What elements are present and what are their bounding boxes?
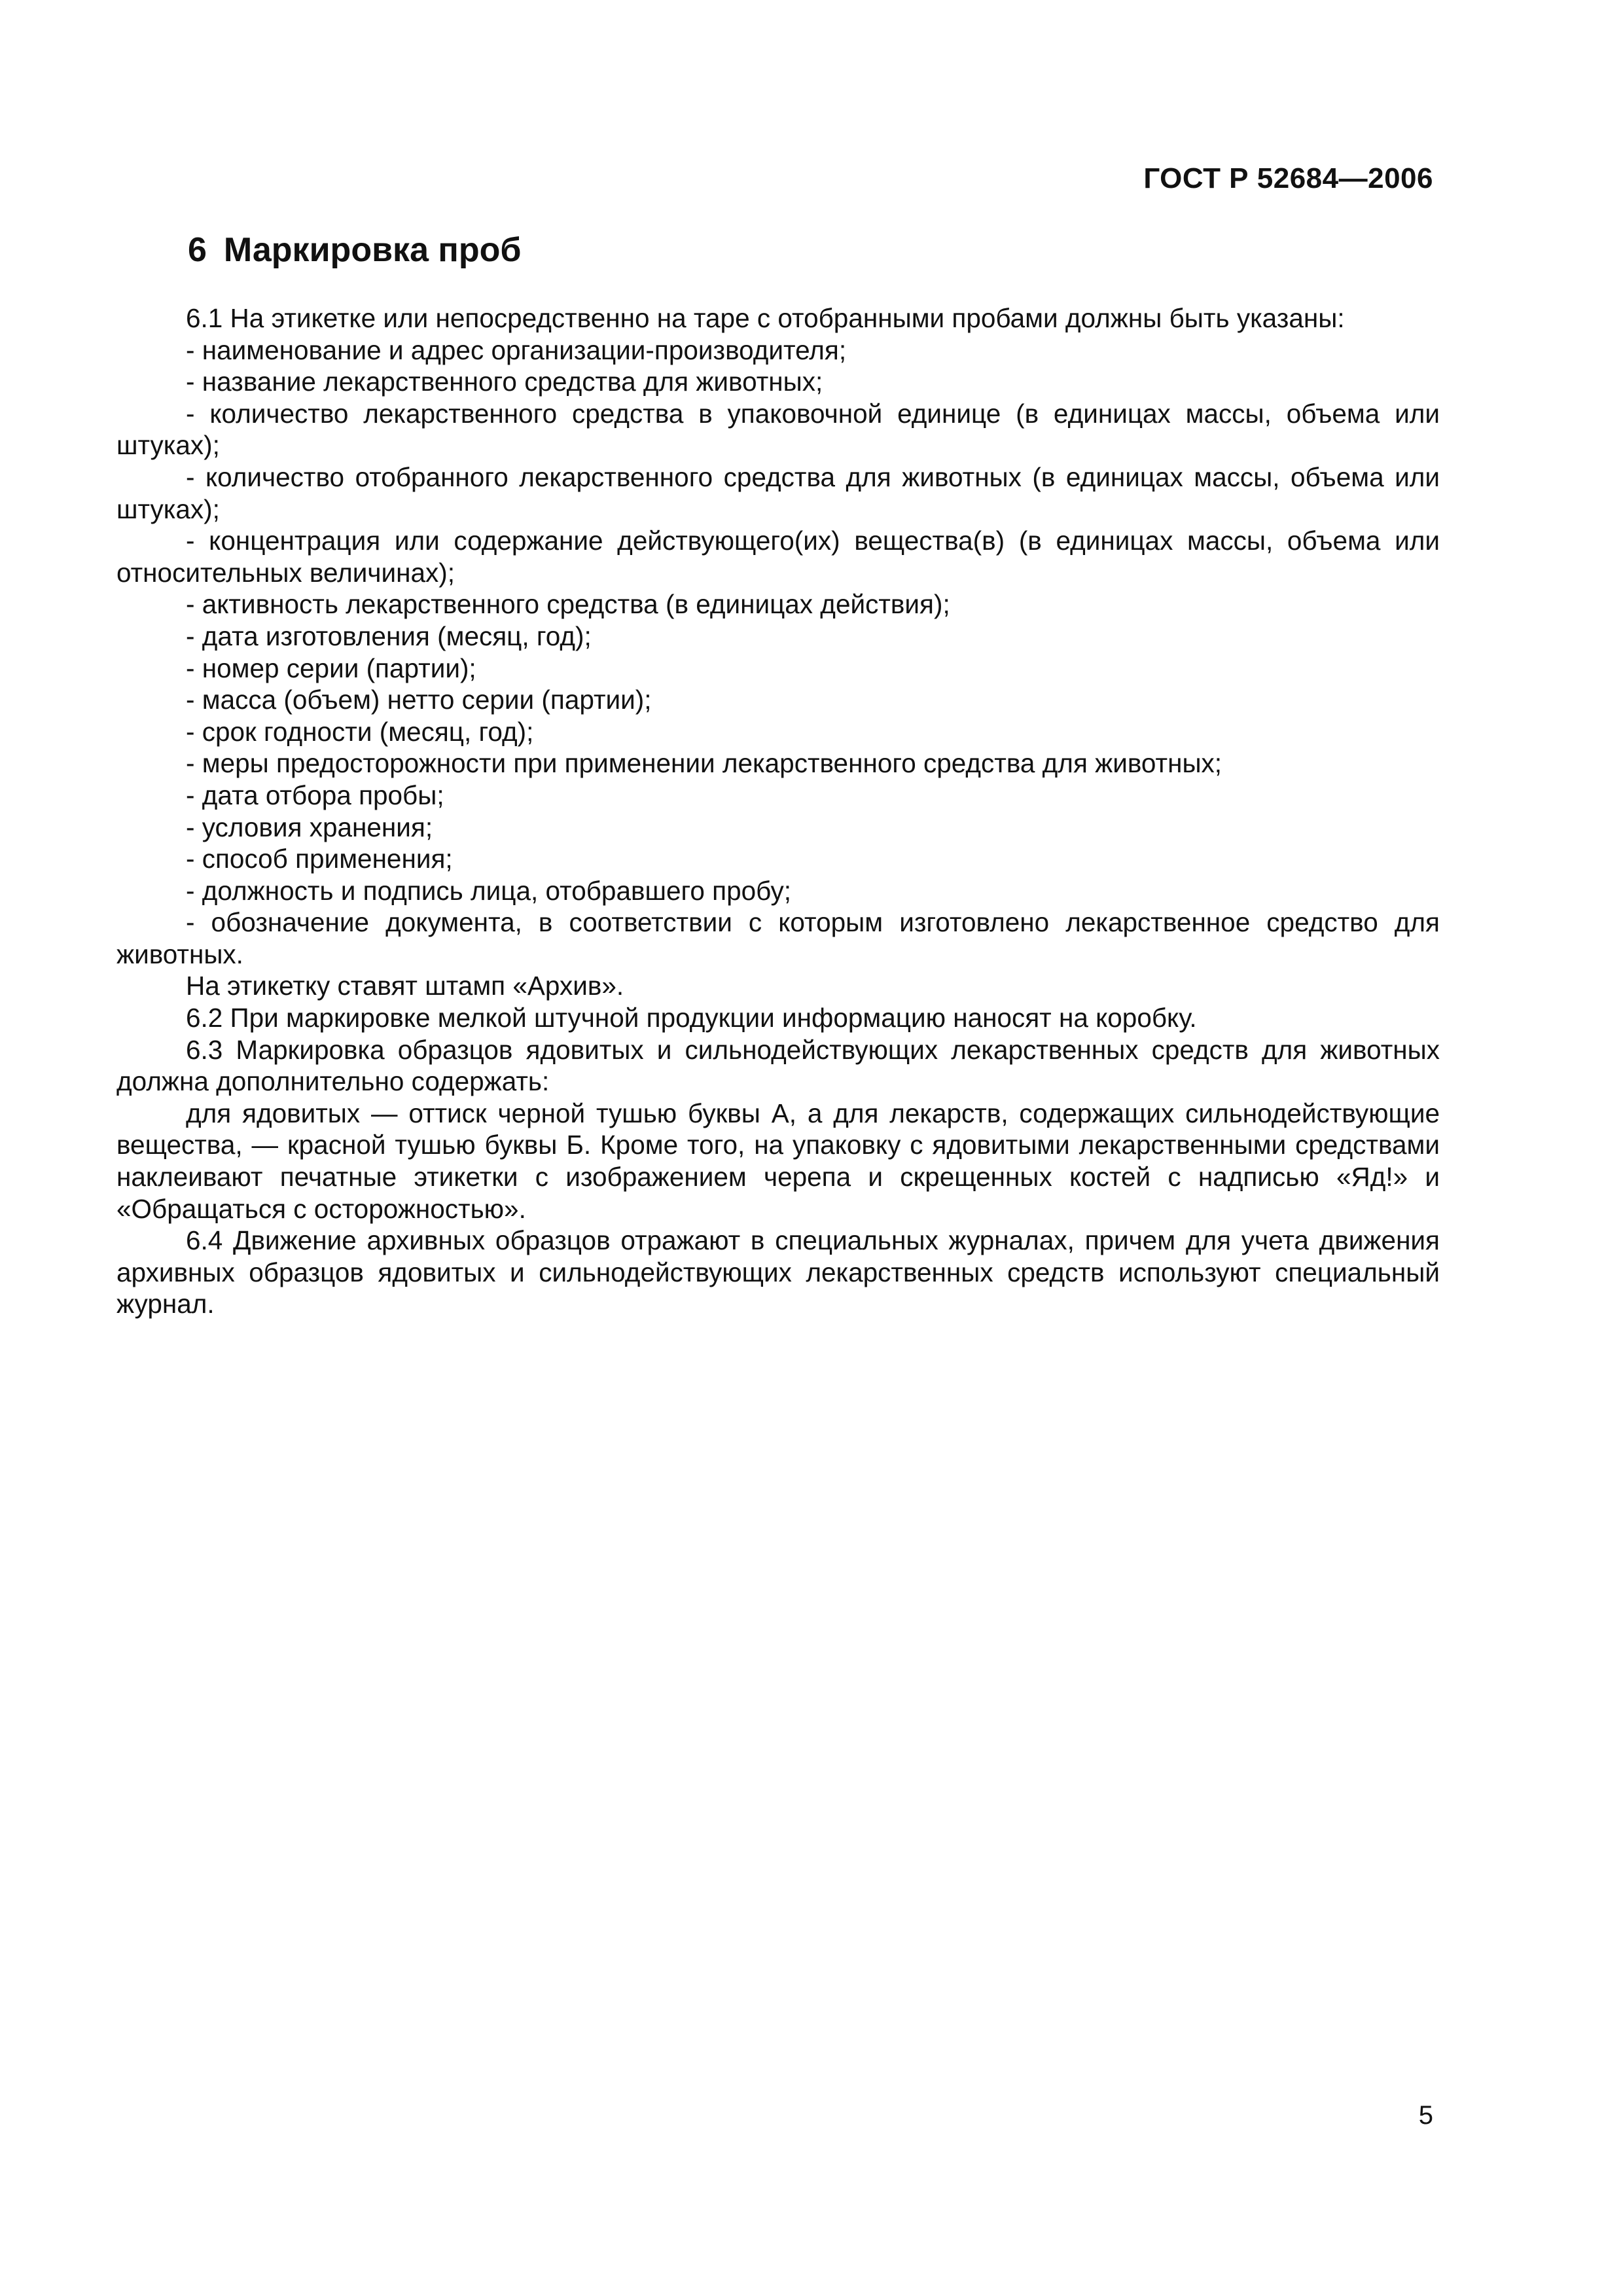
document-code: ГОСТ Р 52684—2006: [1143, 162, 1433, 194]
list-item: - наименование и адрес организации-производителя;: [186, 334, 847, 365]
stamp-note: На этикетку ставят штамп «Архив».: [186, 971, 624, 1001]
section-number: 6: [188, 231, 207, 269]
list-item: - дата отбора пробы;: [186, 780, 444, 810]
list-item: - должность и подпись лица, отобравшего пробу;: [186, 875, 791, 906]
list-item: - срок годности (месяц, год);: [186, 716, 534, 747]
paragraph-6-3: 6.3 Маркировка образцов ядовитых и сильнодействующих лекарственных средств для животных должна дополнительно содержать:: [116, 1034, 1440, 1097]
list-item: - название лекарственного средства для животных;: [186, 367, 823, 397]
list-item: - концентрация или содержание действующего(их) вещества(в) (в единицах массы, объема или относительных величинах);: [116, 526, 1440, 588]
list-item: - обозначение документа, в соответствии с которым изготовлено лекарственное средство для животных.: [116, 907, 1440, 969]
list-item: - активность лекарственного средства (в единицах действия);: [186, 589, 950, 620]
list-item: - номер серии (партии);: [186, 653, 476, 683]
list-item: - дата изготовления (месяц, год);: [186, 620, 592, 651]
list-item: - меры предосторожности при применении лекарственного средства для животных;: [186, 748, 1222, 779]
section-heading: [188, 230, 522, 270]
paragraph-6-1: 6.1 На этикетке или непосредственно на таре с отобранными пробами должны быть указаны:: [186, 303, 1345, 333]
list-item: - условия хранения;: [186, 812, 433, 842]
section-title: Маркировка проб: [223, 231, 522, 269]
section-body: [116, 302, 1440, 1320]
list-item: - количество лекарственного средства в упаковочной единице (в единицах массы, объема или штуках);: [116, 398, 1440, 461]
paragraph-6-2: 6.2 При маркировке мелкой штучной продукции информацию наносят на коробку.: [186, 1003, 1197, 1033]
paragraph-6-3-details: для ядовитых — оттиск черной тушью буквы А, а для лекарств, содержащих сильнодействующие вещества, — красной тушью буквы Б. Кроме того, на упаковку с ядовитыми лекарственными средствами наклеивают печатные этикетки с изображением черепа и скрещенных костей с надписью «Яд!» и «Обращаться с осторожностью».: [116, 1098, 1440, 1224]
list-item: - количество отобранного лекарственного средства для животных (в единицах массы, объема или штуках);: [116, 461, 1440, 524]
page-number: 5: [1418, 2101, 1433, 2130]
paragraph-6-4: 6.4 Движение архивных образцов отражают в специальных журналах, причем для учета движения архивных образцов ядовитых и сильнодействующих лекарственных средств используют специальный журнал.: [116, 1225, 1440, 1319]
list-item: - способ применения;: [186, 844, 453, 874]
list-item: - масса (объем) нетто серии (партии);: [186, 685, 652, 715]
